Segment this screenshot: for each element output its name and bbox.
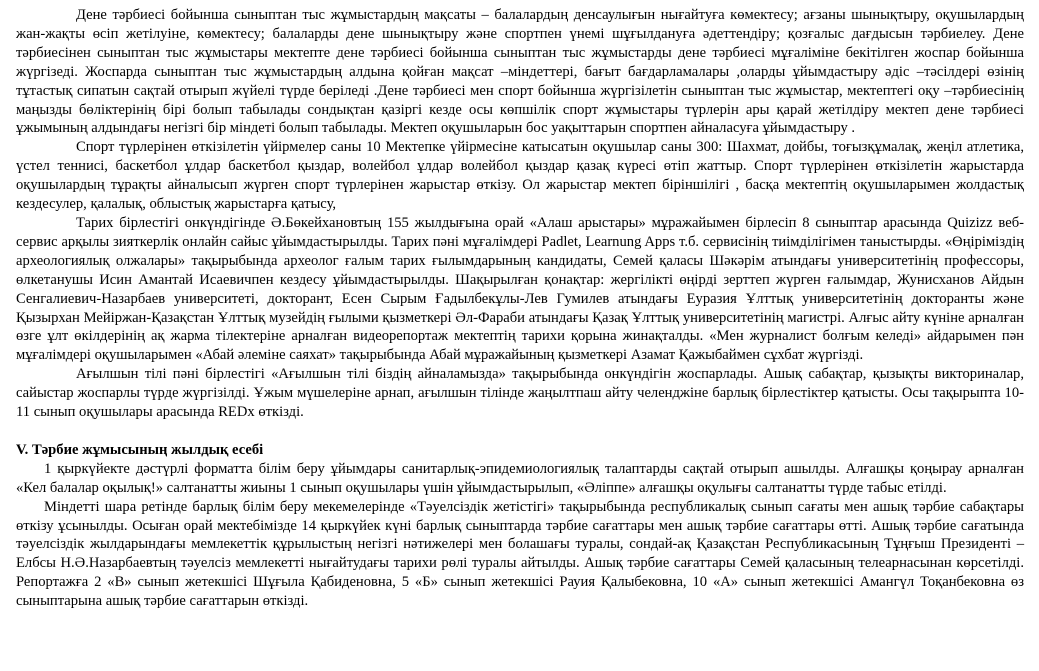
section-heading: V. Тәрбие жұмысының жылдық есебі [16, 441, 264, 458]
paragraph-independence-class-hour: Міндетті шара ретінде барлық білім беру мекемелерінде «Тәуелсіздік жетістігі» тақырыбында республикалық сынып сағаты мен ашық тәрбие сабақтары өткізу ұсынылды. Осыған орай мектебімізде 14 қыркүйек күні барлық сыныптарда тәрбие сағаттары мен ашық тәрбие сағаттары өтті. Ашық тәрбие сағатында тәуелсіздік жылдарындағы мемлекеттік құрылыстың негізгі нәтижелері мен болашағы туралы, сондай-ақ Қазақстан Республикасының Тұңғыш Президенті – Елбсы Н.Ә.Назарбаевтың тәуелсіз мемлекетті нығайтудағы тарихи рөлі туралы айтылды. Ашық тәрбие сағаттары Семей қаласының телеарнасынан көрсетілді. Репортажға 2 «В» сынып жетекшісі Шұғыла Қабиденовна, 5 «Б» сынып жетекшісі Рауия Қалыбековна, 10 «А» сынып жетекшісі Амангүл Тоқанбековна өз сыныптарына ашық тәрбие сағаттарын өткізді. [16, 498, 1024, 610]
paragraph-sports-clubs: Спорт түрлерінен өткізілетін үйірмелер саны 10 Мектепке үйірмесіне катысатын оқушылар саны 300: Шахмат, дойбы, тоғызқұмалақ, жеңіл атлетика, үстел теннисі, баскетбол ұлдар баскетбол қыздар, волейбол ұлдар волейбол қыздар қазақ күресі өтіп жаттыр. Спорт түрлерінен өткізілетін жарыстарда оқушылардың тұрақты айналысып жүрген спорт түрлерінен жарыстар өткізу. Ол жарыстар мектеп біріншілігі , басқа мектептің оқушыларымен жолдастық кездесулер, қалалық, облыстық жарыстарға қатысу, [16, 139, 1024, 213]
section-spacer [16, 422, 1024, 441]
paragraph-physical-education: Дене тәрбиесі бойынша сыныптан тыс жұмыстардың мақсаты – балалардың денсаулығын нығайтуға көмектесу; ағзаны шынықтыру, оқушылардың жан-жақты өсіп жетілуіне, көмектесу; балаларды дене шынықтыру және спортпен үнемі шұғылдануға әдеттендіру; қозғалыс дағдысын тәрбиелеу. Дене тәрбиесінен сыныптан тыс жұмыстары мектепте дене тәрбиесі бойынша сыныптан тыс жұмыстарды дене тәрбиесі мұғаліміне бекітілген жоспар бойынша жүргізеді. Жоспарда сыныптан тыс жұмыстардың алдына қойған мақсат –міндеттері, бағыт бағдарламалары ,оларды ұйымдастыру әдіс –тәсілдері өзінің тұтастық сипатын сақтай отырып жүйелі түрде беріледі .Дене тәрбиесі мен спорт бойынша жүргізілетін сыныптан тыс жұмыстар, мектептегі оқу –тәрбиесінің маңызды бөліктерінің бірі болып табылады сондықтан қазіргі кезде осы көпшілік спорт жұмыстары түрлерін ары қарай жетілдіру мектеп дене тәрбиесі ұжымының алдындағы негізгі бір міндеті болып табылады. Мектеп оқушыларын бос уақыттарын спортпен айналасуға ұйымдастыру . [16, 7, 1024, 137]
paragraph-history-association: Тарих бірлестігі онкүндігінде Ә.Бөкейхановтың 155 жылдығына орай «Алаш арыстары» мұражайымен бірлесіп 8 сыныптар арасында Quizizz веб-сервис арқылы зияткерлік онлайн сайыс ұйымдастырылды. Тарих пәні мұғалімдері Padlet, Learnung Apps т.б. сервисінің тиімділігімен таныстырды. «Өңіріміздің археологиялық олжалары» тақырыбында археолог ғалым тарих ғылымдарының кандидаты, Семей қаласы Шәкәрім атындағы университетінің профессоры, өлкетанушы Исин Амантай Исаевичпен кездесу ұйымдастырылды. Шақырылған қонақтар: жергілікті өңірді зерттеп жүрген ғалымдар, Жунисханов Айдын Сенгалиевич-Назарбаев университеті, докторант, Есен Сырым Ғадылбекұлы-Лев Гумилев атындағы Еуразия Ұлттық университетінің докторанты және Қызырхан Мейіржан-Қазақстан Ұлттық музейдің ғылыми қызметкері Әл-Фараби атындағы Қазақ Ұлттық университетінің магистрі. Алғыс айту күніне арналған өзге ұлт өкілдерінің ақ жарма тілектеріне арналған видеорепортаж мектептің тарихи қорына жинақталды. «Мен журналист болғым келеді» айдарымен пән мұғалімдері оқушыларымен «Абай әлеміне саяхат» тақырыбында Абай мұражайының қызметкері Азамат Қажыбаймен сұхбат жүргізді. [16, 214, 1024, 364]
paragraph-english-association: Ағылшын тілі пәні бірлестігі «Ағылшын тілі біздің айналамызда» тақырыбында онкүндігін жоспарлады. Ашық сабақтар, қызықты викториналар, сайыстар жоспарлы түрде жүргізілді. Ұжым мүшелеріне арнап, ағылшын тілінде жаңылтпаш айту челенджіне барлық бірлестіктер қатысты. Осы тақырыпта 10-11 сынып оқушылары арасында REDx өткізді. [16, 366, 1024, 421]
paragraph-first-september: 1 қыркүйекте дәстүрлі форматта білім беру ұйымдары санитарлық-эпидемиологиялық талаптарды сақтай отырып ашылды. Алғашқы қоңырау арналған «Кел балалар оқылық!» салтанатты жиыны 1 сынып оқушылары үшін ұйымдастырылып, «Әліппе» алғашқы оқулығы салтанатты түрде табыс етілді. [16, 460, 1024, 496]
